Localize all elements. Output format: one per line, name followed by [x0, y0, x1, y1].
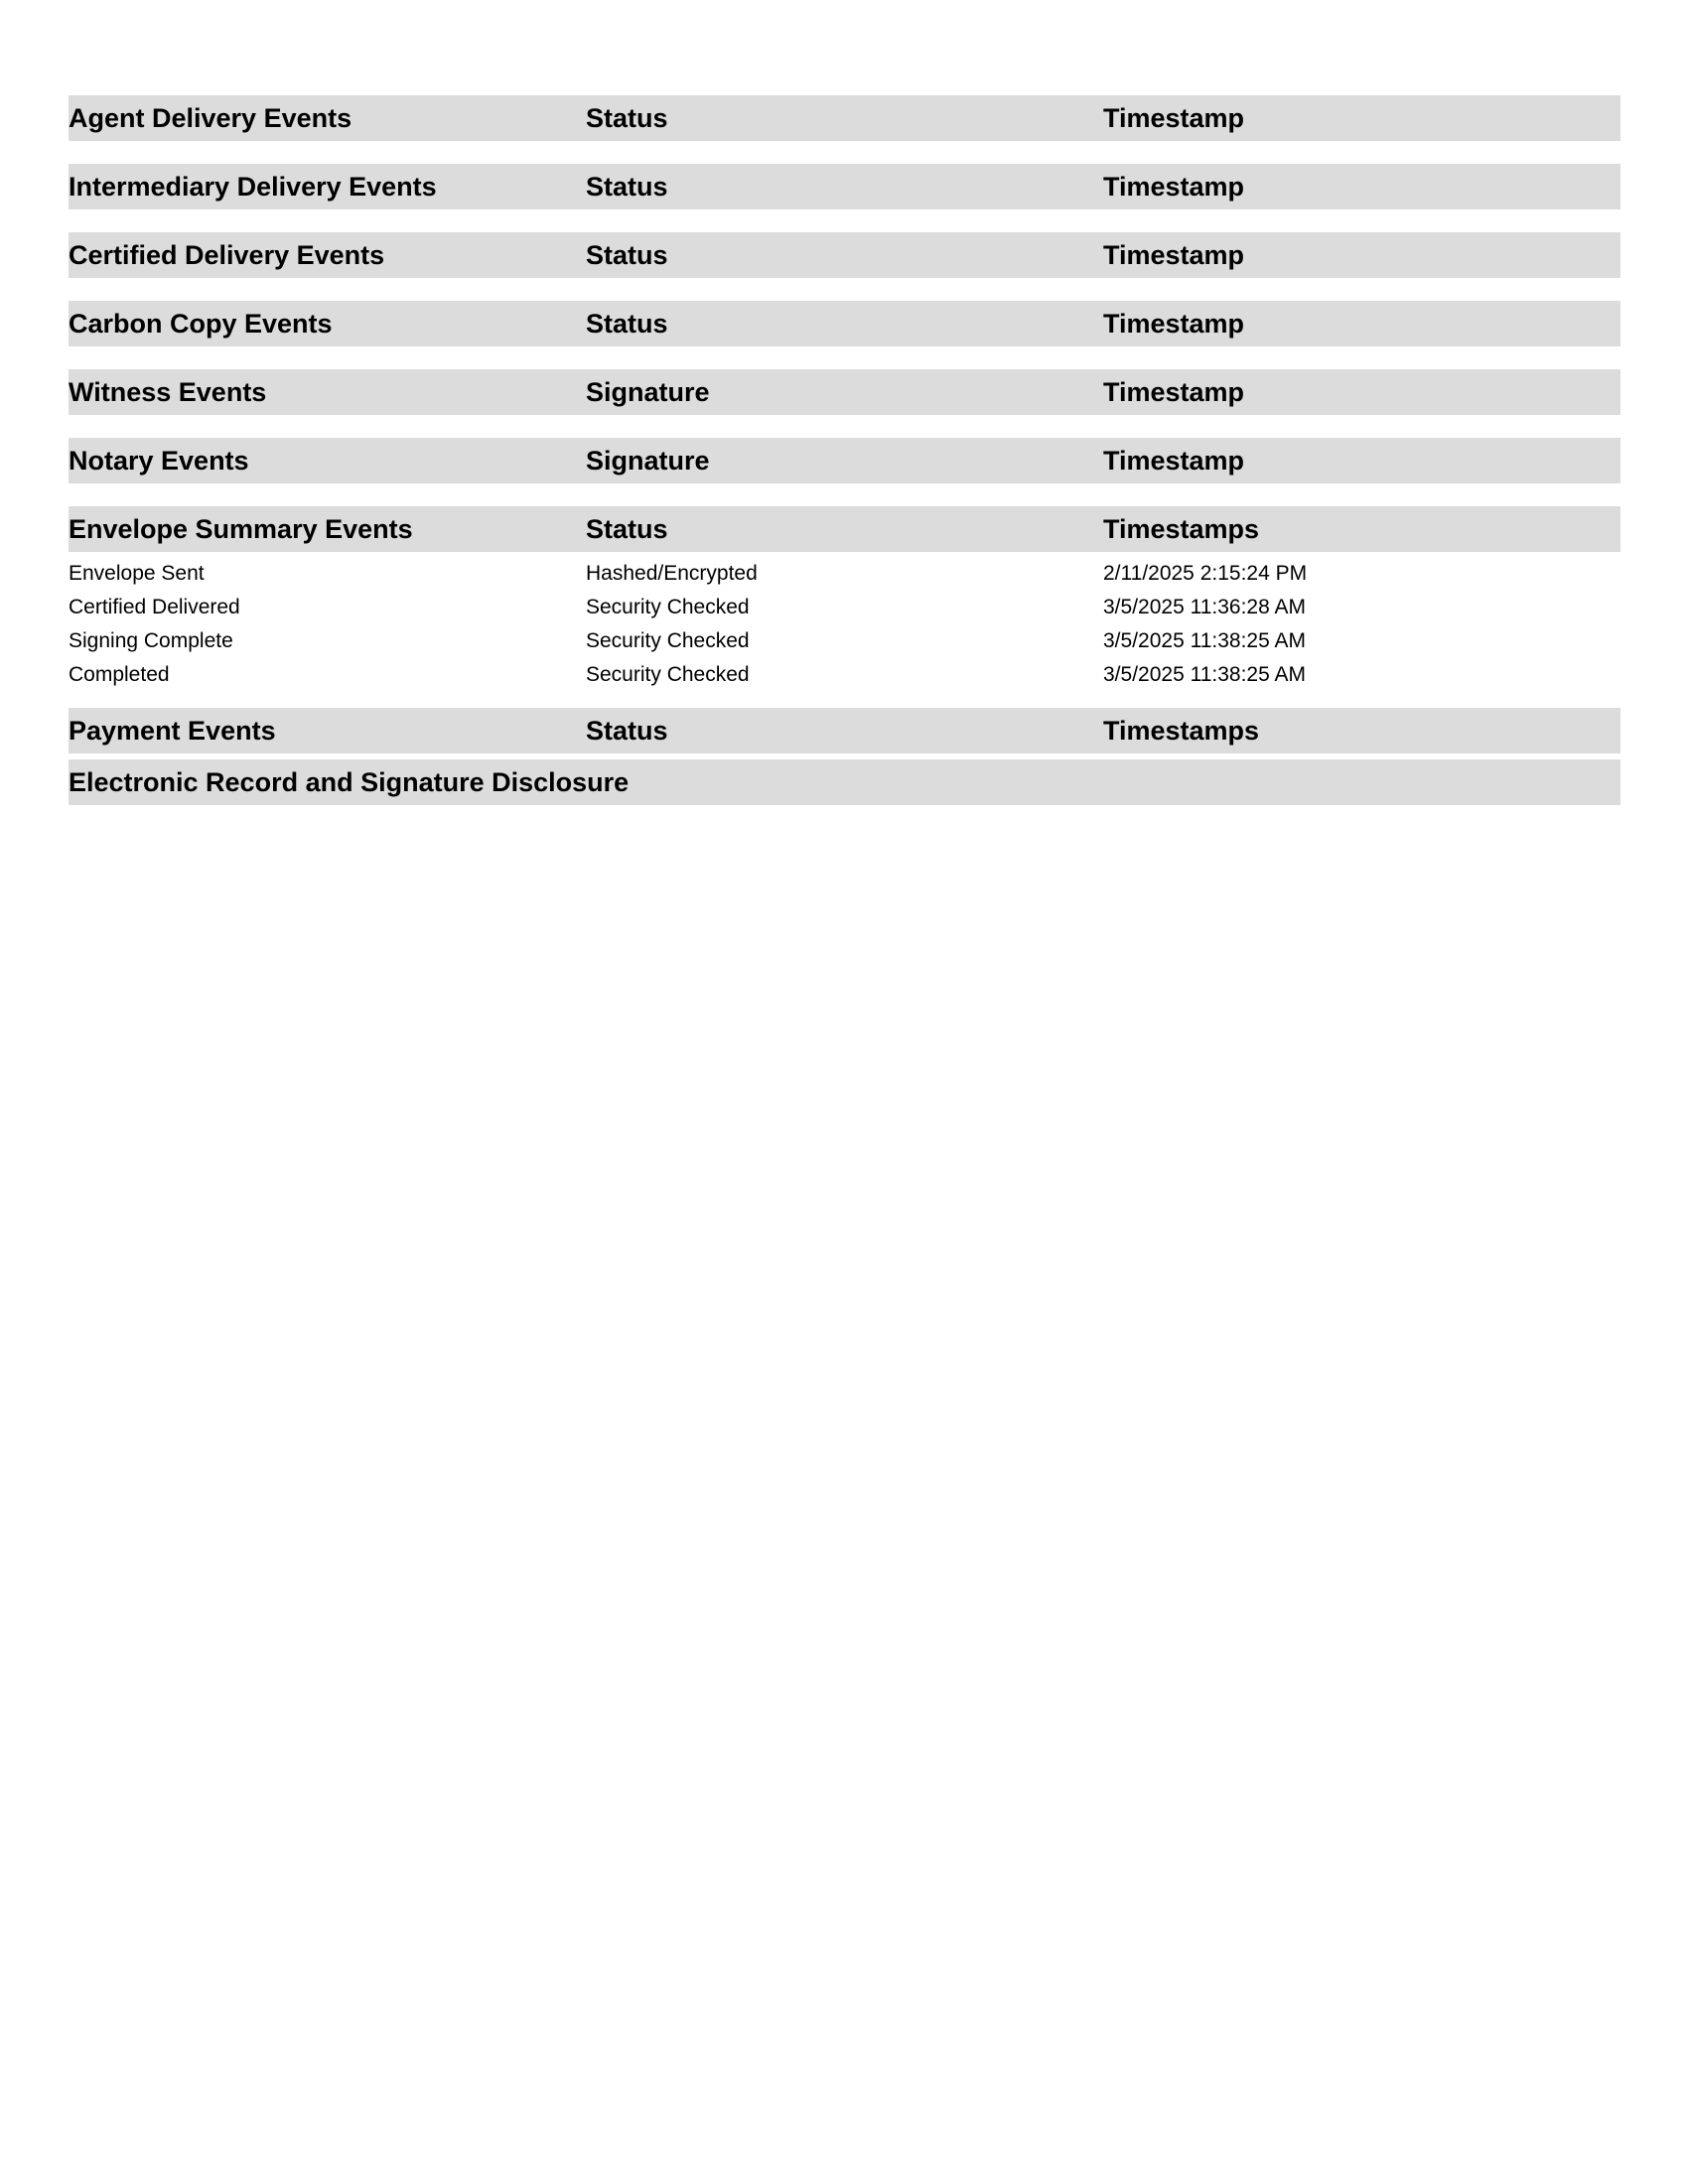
section-title: Agent Delivery Events	[69, 103, 352, 133]
intermediary-delivery-events-header	[69, 164, 1620, 209]
event-timestamp: 3/5/2025 11:38:25 AM	[1103, 629, 1306, 652]
section-title: Intermediary Delivery Events	[69, 172, 437, 202]
status-column-header: Status	[586, 514, 668, 544]
notary-events-header	[69, 438, 1620, 483]
status-column-header: Status	[586, 240, 668, 270]
event-name: Completed	[69, 663, 170, 686]
timestamp-column-header: Timestamp	[1103, 309, 1245, 339]
table-row	[69, 557, 1620, 591]
section-title: Envelope Summary Events	[69, 514, 413, 544]
event-timestamp: 2/11/2025 2:15:24 PM	[1103, 562, 1308, 585]
table-row	[69, 591, 1620, 624]
section-title: Electronic Record and Signature Disclosure	[69, 767, 630, 797]
event-name: Signing Complete	[69, 629, 233, 652]
event-status: Security Checked	[586, 663, 750, 686]
timestamp-column-header: Timestamp	[1103, 172, 1245, 202]
event-timestamp: 3/5/2025 11:38:25 AM	[1103, 663, 1306, 686]
certified-delivery-events-header	[69, 232, 1620, 278]
timestamp-column-header: Timestamp	[1103, 446, 1245, 476]
event-status: Security Checked	[586, 596, 750, 618]
section-title: Certified Delivery Events	[69, 240, 385, 270]
signature-column-header: Signature	[586, 446, 710, 476]
status-column-header: Status	[586, 103, 668, 133]
event-timestamp: 3/5/2025 11:36:28 AM	[1103, 596, 1306, 618]
status-column-header: Status	[586, 172, 668, 202]
envelope-summary-events-header	[69, 506, 1620, 552]
section-title: Carbon Copy Events	[69, 309, 333, 339]
status-column-header: Status	[586, 716, 668, 746]
event-name: Envelope Sent	[69, 562, 205, 585]
table-row	[69, 624, 1620, 658]
timestamp-column-header: Timestamp	[1103, 377, 1245, 407]
payment-events-header	[69, 708, 1620, 753]
table-row	[69, 658, 1620, 692]
section-title: Witness Events	[69, 377, 267, 407]
electronic-record-disclosure-header	[69, 759, 1620, 805]
envelope-summary-events-table	[69, 557, 1620, 692]
timestamp-column-header: Timestamp	[1103, 240, 1245, 270]
event-status: Hashed/Encrypted	[586, 562, 758, 585]
timestamps-column-header: Timestamps	[1103, 514, 1260, 544]
event-name: Certified Delivered	[69, 596, 240, 618]
witness-events-header	[69, 369, 1620, 415]
agent-delivery-events-header	[69, 95, 1620, 141]
carbon-copy-events-header	[69, 301, 1620, 346]
timestamps-column-header: Timestamps	[1103, 716, 1260, 746]
signature-column-header: Signature	[586, 377, 710, 407]
status-column-header: Status	[586, 309, 668, 339]
timestamp-column-header: Timestamp	[1103, 103, 1245, 133]
section-title: Payment Events	[69, 716, 276, 746]
event-status: Security Checked	[586, 629, 750, 652]
section-title: Notary Events	[69, 446, 249, 476]
